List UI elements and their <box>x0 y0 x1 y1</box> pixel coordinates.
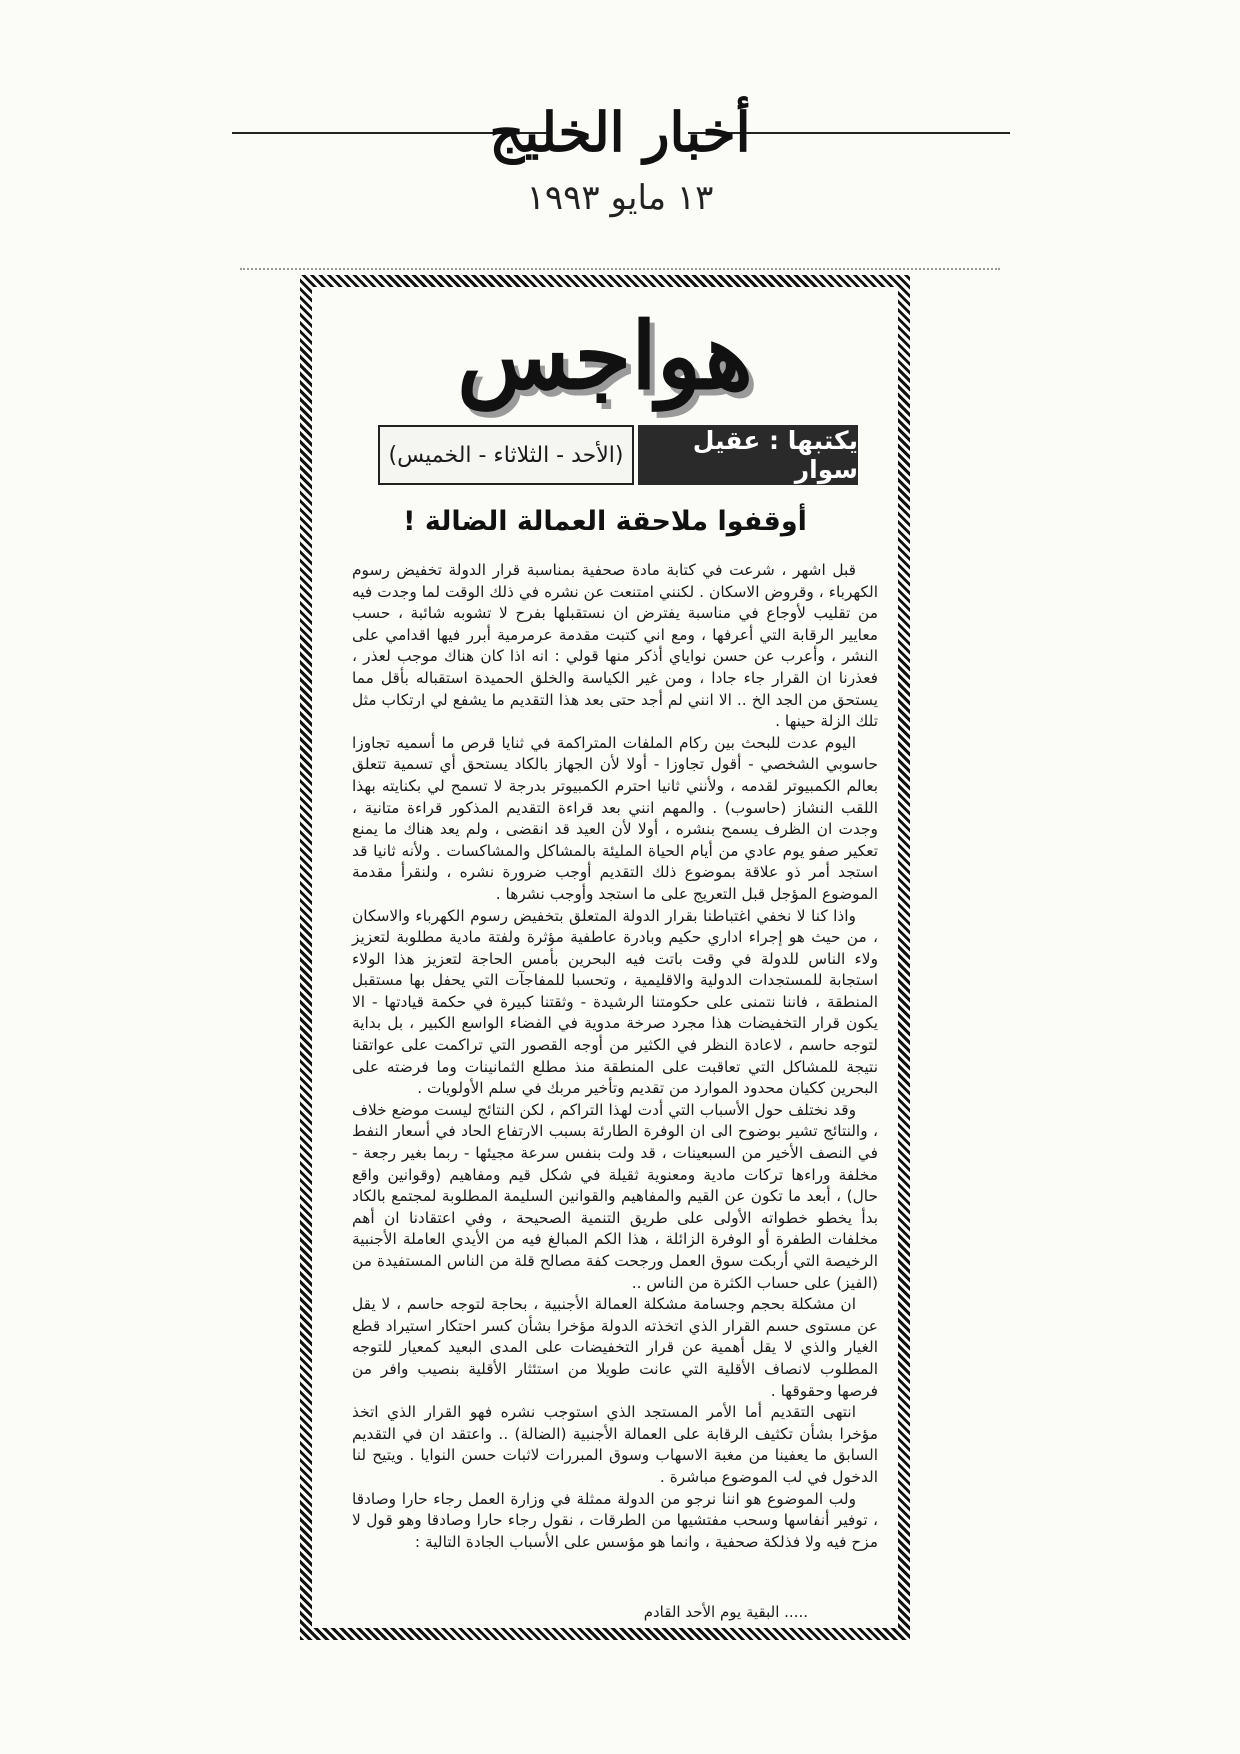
article-body <box>352 560 878 1553</box>
article-headline: أوقفوا ملاحقة العمالة الضالة ! <box>403 506 807 537</box>
byline-box <box>378 425 858 485</box>
newspaper-masthead: أخبار الخليج <box>489 100 751 164</box>
article-paragraph: اليوم عدت للبحث بين ركام الملفات المتراكمة في ثنايا قرص ما أسميه تجاوزا حاسوبي الشخصي - أقول تجاوزا - أولا لأن الجهاز بالكاد يستحق أي تسمية تتعلق بعالم الكمبيوتر لقدمه ، ولأنني ثانيا احترم الكمبيوتر بدرجة لا تسمح لي بكنايته بهذا اللقب النشاز (حاسوب) . والمهم انني بعد قراءة التقديم المذكور قراءة متانية ، وجدت ان الظرف يسمح بنشره ، أولا لأن العيد قد انقضى ، ولم يعد هناك ما يمنع تعكير صفو يوم عادي من أيام الحياة المليئة بالمشاكل والمشاكسات . ولأنه ثانيا قد استجد أمر ذو علاقة بموضوع ذلك التقديم أوجب ضرورة نشره ، ولنقرأ مقدمة الموضوع المؤجل قبل التعريج على ما استجد وأوجب نشرها . <box>352 733 878 903</box>
article-paragraph: واذا كنا لا نخفي اغتباطنا بقرار الدولة المتعلق بتخفيض رسوم الكهرباء والاسكان ، من حيث هو إجراء اداري حكيم وبادرة عاطفية مؤثرة ولفتة مادية مطلوبة لتعزيز ولاء الناس للدولة في وقت باتت فيه البحرين بأمس الحاجة لتعزيز هذا الولاء استجابة للمستجدات الدولية والاقليمية ، وتحسبا للمفاجآت التي يحفل بها مستقبل المنطقة ، فاننا نتمنى على حكومتنا الرشيدة - وثقتنا كبيرة في حكمة قيادتها - الا يكون قرار التخفيضات هذا مجرد صرخة مدوية في الفضاء الواسع الكبير ، بل بداية لتوجه حاسم ، لاعادة النظر في الكثير من أوجه القصور التي تراكمت على عواتقنا نتيجة للمشاكل التي تعاقبت على المنطقة منذ مطلع الثمانينات وما فرضته على البحرين ككيان محدود الموارد من تقديم وتأخير مربك في سلم الأولويات . <box>352 906 878 1098</box>
byline-author: يكتبها : عقيل سوار <box>638 425 858 485</box>
page-separator <box>240 268 1000 270</box>
continuation-note: ..... البقية يوم الأحد القادم <box>643 1603 808 1621</box>
article-paragraph: قبل اشهر ، شرعت في كتابة مادة صحفية بمناسبة قرار الدولة تخفيض رسوم الكهرباء ، وقروض الاسكان . لكنني امتنعت عن نشره في ذلك الوقت لما وجدت فيه من تقليب لأوجاع في مناسبة يفترض ان نستقبلها بفرح لا تشوبه شائبة ، حسب معايير الرقابة التي أعرفها ، ومع اني كتبت مقدمة عرمرمية أبرر فيها اقدامي على النشر ، وأعرب عن حسن نواياي أذكر منها قولي : انه اذا كان هناك موجب لعذر ، فعذرنا ان القرار جاء جادا ، ومن غير الكياسة والخلق الحميدة استقباله بأقل مما يستحق من الجد الخ .. الا انني لم أجد حتى بعد هذا التقديم ما يشفع لي ارتكاب مثل تلك الزلة حينها . <box>352 561 878 731</box>
article-paragraph: ولب الموضوع هو اننا نرجو من الدولة ممثلة في وزارة العمل رجاء حارا وصادقا ، توفير أنفاسها وسحب مفتشيها من الطرقات ، نقول رجاء حارا وصادقا وهو قول لا مزح فيه ولا فذلكة صحفية ، وانما هو مؤسس على الأسباب الجادة التالية : <box>352 1489 878 1551</box>
article-paragraph: ان مشكلة بحجم وجسامة مشكلة العمالة الأجنبية ، بحاجة لتوجه حاسم ، لا يقل عن مستوى حسم القرار الذي اتخذته الدولة مؤخرا بشأن كسر احتكار استيراد قطع الغيار والذي لا يقل أهمية عن قرار التخفيضات على المدى البعيد كمعيار للتوجه المطلوب لانصاف الأقلية التي عانت طويلا من استئثار الأقلية بنصيب وافر من فرصها وحقوقها . <box>352 1295 878 1400</box>
article-paragraph: انتهى التقديم أما الأمر المستجد الذي استوجب نشره فهو القرار الذي اتخذ مؤخرا بشأن تكثيف الرقابة على العمالة الأجنبية (الضالة) .. واعتقد ان في التقديم السابق ما يعفينا من مغبة الاسهاب وسوق المبررات لاثبات حسن النوايا . ويتيح لنا الدخول في لب الموضوع مباشرة . <box>352 1403 878 1486</box>
column-title: هواجس <box>457 302 753 410</box>
publication-date: ١٣ مايو ١٩٩٣ <box>526 178 714 218</box>
byline-days: (الأحد - الثلاثاء - الخميس) <box>378 425 634 485</box>
article-paragraph: وقد نختلف حول الأسباب التي أدت لهذا التراكم ، لكن النتائج ليست موضع خلاف ، والنتائج تشير بوضوح الى ان الوفرة الطارئة بسبب الارتفاع الحاد في أسعار النفط في النصف الأخير من السبعينات ، قد ولت بنفس سرعة مجيئها - ربما بغير رجعة - مخلفة وراءها تركات مادية ومعنوية ثقيلة في شكل قيم ومفاهيم (وقوانين واقع حال) ، أبعد ما تكون عن القيم والمفاهيم والقوانين السليمة المطلوبة لمجتمع بالكاد بدأ يخطو خطواته الأولى على طريق التنمية الصحيحة ، وفي اعتقادنا ان أهم مخلفات الطفرة أو الوفرة الزائلة ، هذا الكم المبالغ فيه من الأيدي العاملة الأجنبية الرخيصة التي أربكت سوق العمل ورجحت كفة مصالح قلة من الناس المستفيدة من (الفيز) على حساب الكثرة من الناس .. <box>352 1100 878 1292</box>
